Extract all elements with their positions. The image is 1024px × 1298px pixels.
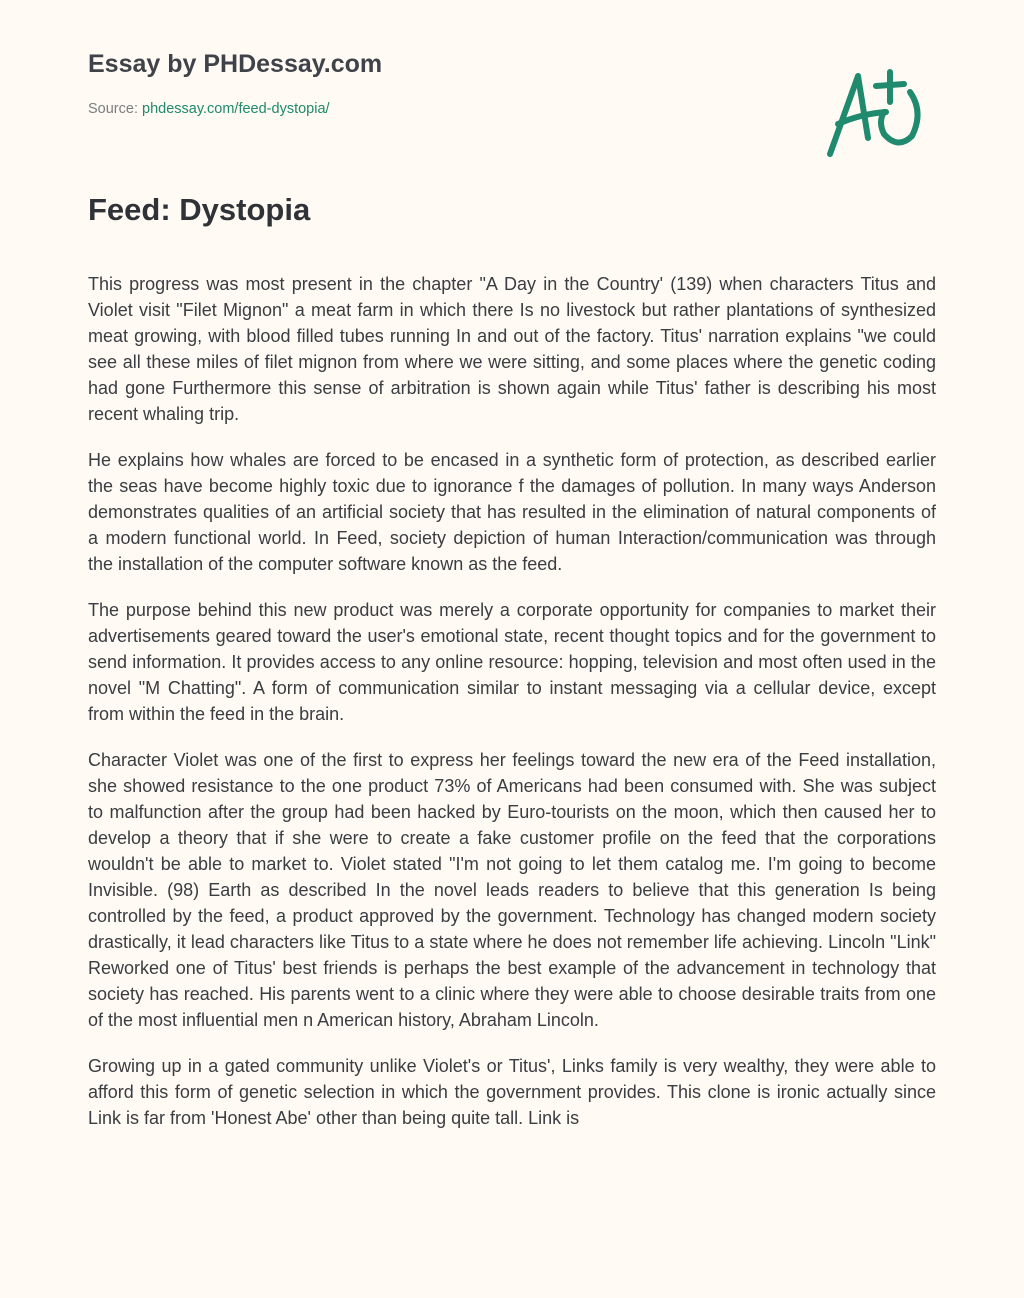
source-line — [88, 101, 330, 117]
paragraph: Character Violet was one of the first to express her feelings toward the new era of the Feed installation, she showed resistance to the one product 73% of Americans had been consumed with. She was subject to malfunction after the group had been hacked by Euro-tourists on the moon, which then caused her to develop a theory that if she were to create a fake customer profile on the feed that the corporations wouldn't be able to market to. Violet stated "I'm not going to let them catalog me. I'm going to become Invisible. (98) Earth as described In the novel leads readers to believe that this generation Is being controlled by the feed, a product approved by the government. Technology has changed modern society drastically, it lead characters like Titus to a state where he does not remember life achieving. Lincoln "Link" Reworked one of Titus' best friends is perhaps the best example of the advancement in technology that society has reached. His parents went to a clinic where they were able to choose desirable traits from one of the most influential men n American history, Abraham Lincoln. — [88, 750, 936, 1030]
page-title: Feed: Dystopia — [88, 192, 311, 227]
paragraph: He explains how whales are forced to be encased in a synthetic form of protection, as described earlier the seas have become highly toxic due to ignorance f the damages of pollution. In many ways Anderson demonstrates qualities of an artificial society that has resulted in the elimination of natural components of a modern functional world. In Feed, society depiction of human Interaction/communication was through the installation of the computer software known as the feed. — [88, 450, 936, 574]
essay-body — [88, 271, 936, 1253]
source-link[interactable]: phdessay.com/feed-dystopia/ — [142, 101, 330, 117]
source-label: Source: — [88, 101, 138, 117]
a-plus-logo — [820, 62, 930, 162]
paragraph: Growing up in a gated community unlike Violet's or Titus', Links family is very wealthy, they were able to afford this form of genetic selection in which the government provides. This clone is ironic actually since Link is far from 'Honest Abe' other than being quite tall. Link is — [88, 1056, 936, 1128]
paragraph: This progress was most present in the chapter "A Day in the Country' (139) when characters Titus and Violet visit "Filet Mignon" a meat farm in which there Is no livestock but rather plantations of synthesized meat growing, with blood filled tubes running In and out of the factory. Titus' narration explains "we could see all these miles of filet mignon from where we were sitting, and some places where the genetic coding had gone Furthermore this sense of arbitration is shown again while Titus' father is describing his most recent whaling trip. — [88, 274, 936, 424]
paragraph: The purpose behind this new product was merely a corporate opportunity for companies to market their advertisements geared toward the user's emotional state, recent thought topics and for the government to send information. It provides access to any online resource: hopping, television and most often used in the novel "M Chatting". A form of communication similar to instant messaging via a cellular device, except from within the feed in the brain. — [88, 600, 936, 724]
site-brand: Essay by PHDessay.com — [88, 50, 383, 78]
